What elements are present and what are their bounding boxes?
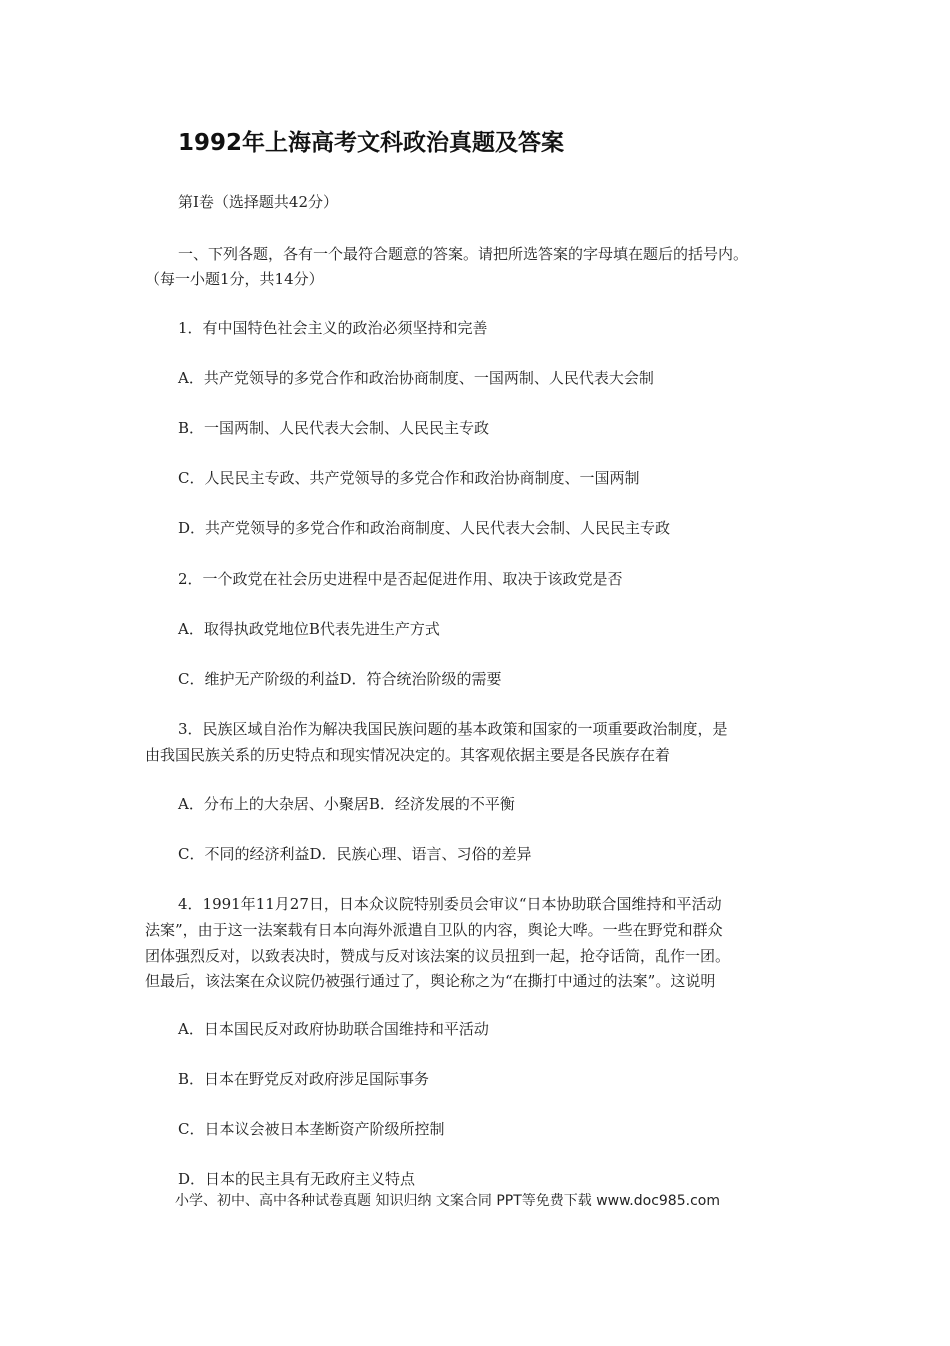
question-4-option-d: D．日本的民主具有无政府主义特点 bbox=[178, 1170, 416, 1188]
footer-download-note: 小学、初中、高中各种试卷真题 知识归纳 文案合同 PPT等免费下载 www.doc985.com bbox=[175, 1193, 720, 1209]
question-3-stem-line-2: 由我国民族关系的历史特点和现实情况决定的。其客观依据主要是各民族存在着 bbox=[145, 746, 671, 764]
question-1-option-a: A．共产党领导的多党合作和政治协商制度、一国两制、人民代表大会制 bbox=[178, 369, 654, 387]
question-1-option-b: B．一国两制、人民代表大会制、人民民主专政 bbox=[178, 419, 490, 437]
question-3-option-cd: C．不同的经济利益D．民族心理、语言、习俗的差异 bbox=[178, 845, 532, 863]
question-4-option-b: B．日本在野党反对政府涉足国际事务 bbox=[178, 1070, 430, 1088]
question-3-stem-line-1: 3．民族区域自治作为解决我国民族问题的基本政策和国家的一项重要政治制度，是 bbox=[178, 720, 728, 738]
question-3-option-ab: A．分布上的大杂居、小聚居B．经济发展的不平衡 bbox=[178, 795, 515, 813]
question-1-stem: 1．有中国特色社会主义的政治必须坚持和完善 bbox=[178, 319, 488, 337]
question-2-option-cd: C．维护无产阶级的利益D．符合统治阶级的需要 bbox=[178, 670, 502, 688]
question-2-stem: 2．一个政党在社会历史进程中是否起促进作用、取决于该政党是否 bbox=[178, 570, 623, 588]
question-4-option-c: C．日本议会被日本垄断资产阶级所控制 bbox=[178, 1120, 445, 1138]
section-header: 第I卷（选择题共42分） bbox=[178, 193, 339, 211]
question-1-option-d: D．共产党领导的多党合作和政治商制度、人民代表大会制、人民民主专政 bbox=[178, 519, 671, 537]
question-4-stem-line-3: 团体强烈反对，以致表决时，赞成与反对该法案的议员扭到一起，抢夺话筒，乱作一团。 bbox=[145, 947, 731, 965]
instructions-line-1: 一、下列各题，各有一个最符合题意的答案。请把所选答案的字母填在题后的括号内。 bbox=[178, 245, 749, 263]
question-4-stem-line-4: 但最后，该法案在众议院仍被强行通过了，舆论称之为“在撕打中通过的法案”。这说明 bbox=[145, 972, 716, 990]
instructions-line-2: （每一小题1分，共14分） bbox=[145, 270, 324, 288]
question-2-option-ab: A．取得执政党地位B代表先进生产方式 bbox=[178, 620, 440, 638]
document-title: 1992年上海高考文科政治真题及答案 bbox=[178, 130, 565, 156]
question-4-stem-line-2: 法案”，由于这一法案载有日本向海外派遣自卫队的内容，舆论大哗。一些在野党和群众 bbox=[145, 921, 723, 939]
question-4-option-a: A．日本国民反对政府协助联合国维持和平活动 bbox=[178, 1020, 489, 1038]
question-4-stem-line-1: 4．1991年11月27日，日本众议院特别委员会审议“日本协助联合国维持和平活动 bbox=[178, 895, 722, 913]
question-1-option-c: C．人民民主专政、共产党领导的多党合作和政治协商制度、一国两制 bbox=[178, 469, 640, 487]
